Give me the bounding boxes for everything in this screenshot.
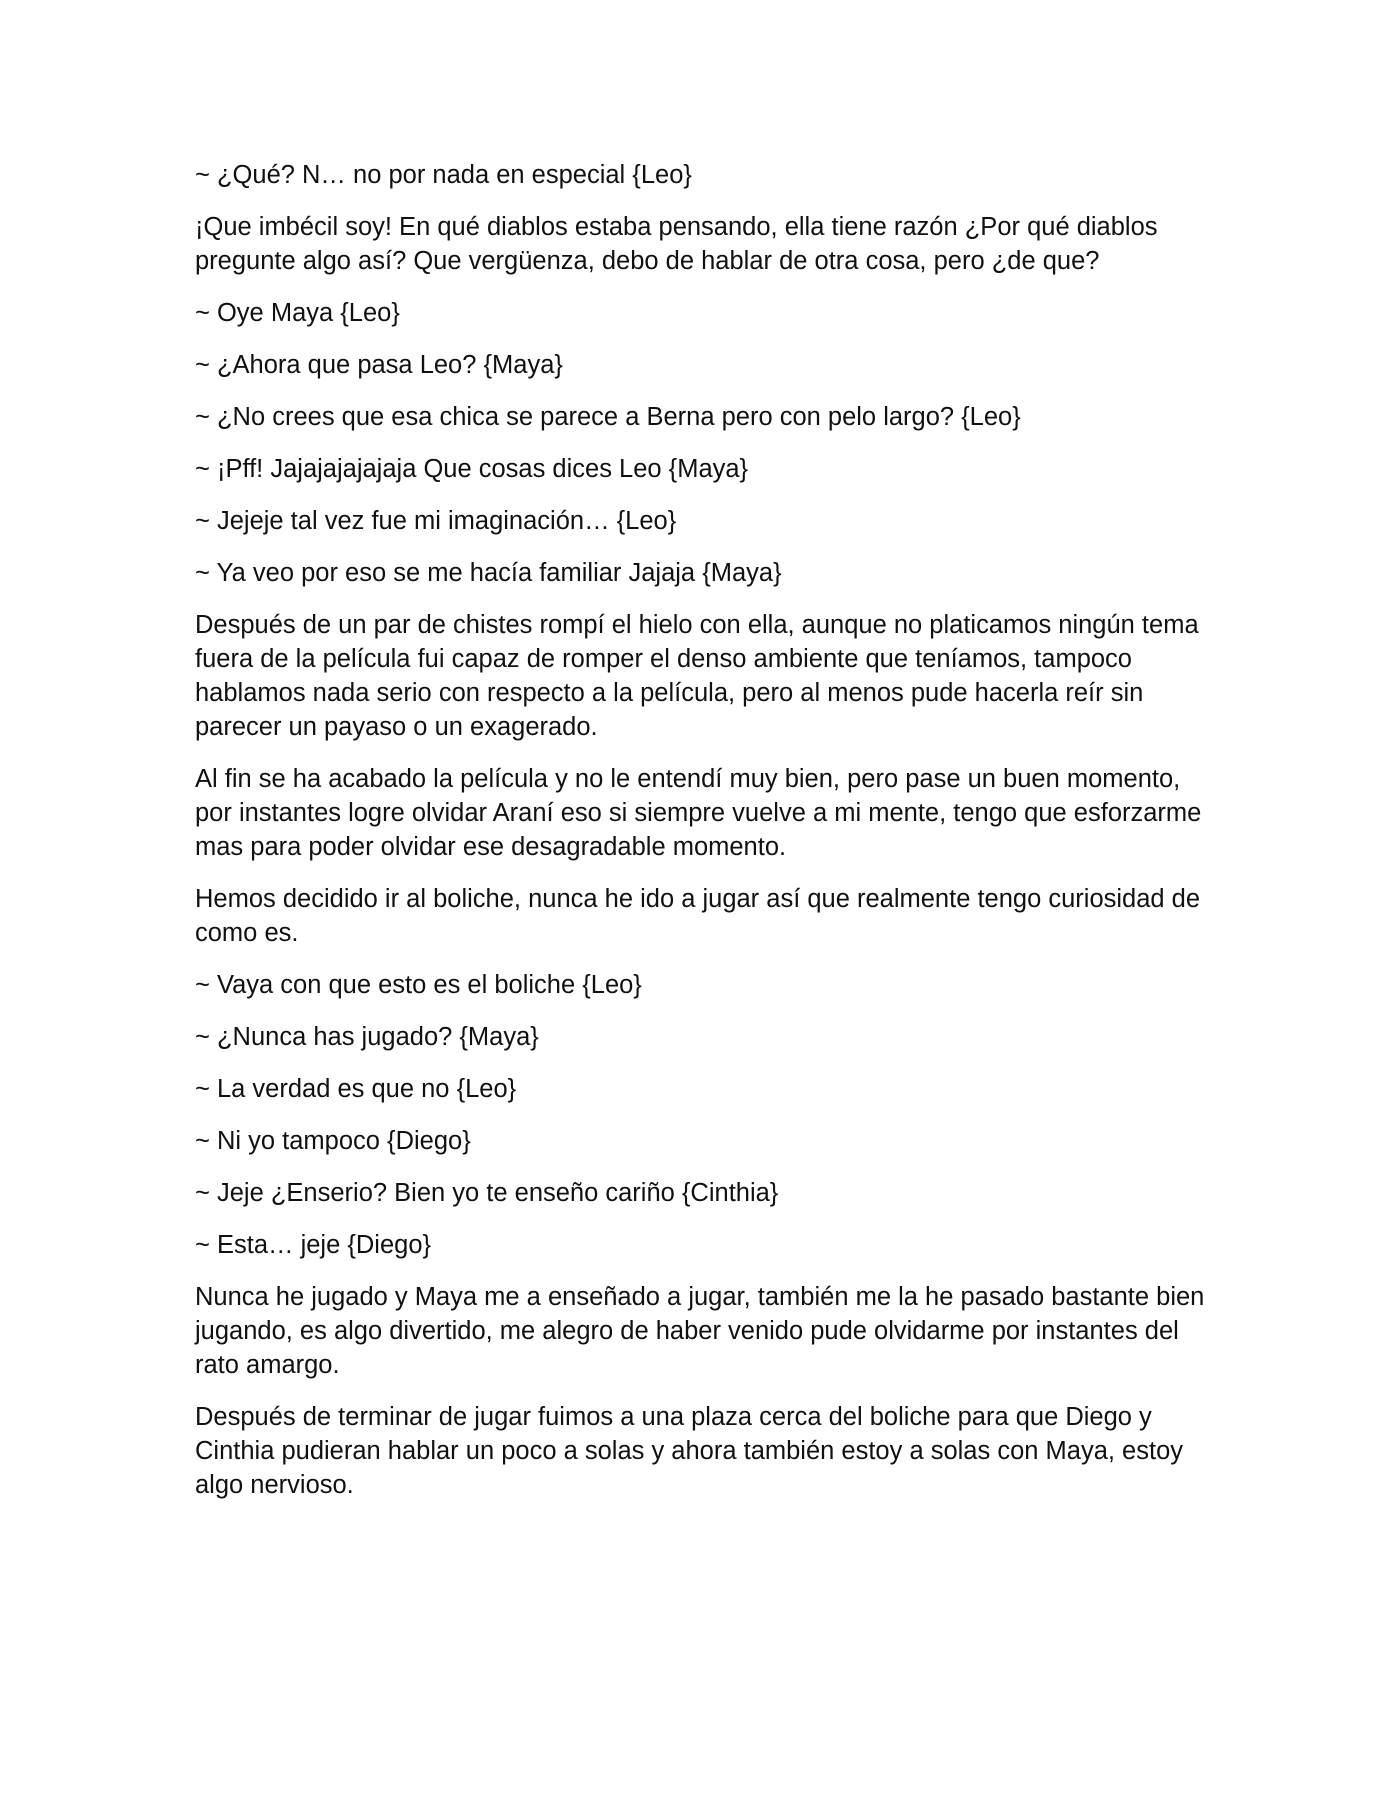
dialogue-line: ~ ¿No crees que esa chica se parece a Berna pero con pelo largo? {Leo} xyxy=(195,403,1021,431)
narration-paragraph: Nunca he jugado y Maya me a enseñado a jugar, también me la he pasado bastante bien jugando, es algo divertido, me alegro de haber venido pude olvidarme por instantes del rato amargo. xyxy=(195,1283,1205,1379)
dialogue-line: ~ La verdad es que no {Leo} xyxy=(195,1075,517,1103)
document-body xyxy=(195,158,1215,1520)
dialogue-line: ~ ¿Nunca has jugado? {Maya} xyxy=(195,1023,539,1051)
narration-paragraph: Hemos decidido ir al boliche, nunca he ido a jugar así que realmente tengo curiosidad de como es. xyxy=(195,885,1201,947)
dialogue-line: ~ Esta… jeje {Diego} xyxy=(195,1231,432,1259)
dialogue-line: ~ ¿Qué? N… no por nada en especial {Leo} xyxy=(195,161,692,189)
dialogue-line: ~ Jeje ¿Enserio? Bien yo te enseño cariño {Cinthia} xyxy=(195,1179,779,1207)
dialogue-line: ~ Ni yo tampoco {Diego} xyxy=(195,1127,471,1155)
dialogue-line: ~ ¿Ahora que pasa Leo? {Maya} xyxy=(195,351,563,379)
dialogue-line: ~ Ya veo por eso se me hacía familiar Jajaja {Maya} xyxy=(195,559,782,587)
dialogue-line: ~ ¡Pff! Jajajajajajaja Que cosas dices Leo {Maya} xyxy=(195,455,749,483)
dialogue-line: ~ Vaya con que esto es el boliche {Leo} xyxy=(195,971,642,999)
narration-paragraph: Después de terminar de jugar fuimos a una plaza cerca del boliche para que Diego y Cinthia pudieran hablar un poco a solas y ahora también estoy a solas con Maya, estoy algo nervioso. xyxy=(195,1403,1184,1499)
narration-paragraph: Al fin se ha acabado la película y no le entendí muy bien, pero pase un buen momento, por instantes logre olvidar Araní eso si siempre vuelve a mi mente, tengo que esforzarme mas para poder olvidar ese desagradable momento. xyxy=(195,765,1202,861)
narration-paragraph: Después de un par de chistes rompí el hielo con ella, aunque no platicamos ningún tema fuera de la película fui capaz de romper el denso ambiente que teníamos, tampoco hablamos nada serio con respecto a la película, pero al menos pude hacerla reír sin parecer un payaso o un exagerado. xyxy=(195,611,1199,741)
narration-paragraph: ¡Que imbécil soy! En qué diablos estaba pensando, ella tiene razón ¿Por qué diablos pregunte algo así? Que vergüenza, debo de hablar de otra cosa, pero ¿de que? xyxy=(195,213,1158,275)
dialogue-line: ~ Oye Maya {Leo} xyxy=(195,299,400,327)
dialogue-line: ~ Jejeje tal vez fue mi imaginación… {Leo} xyxy=(195,507,677,535)
